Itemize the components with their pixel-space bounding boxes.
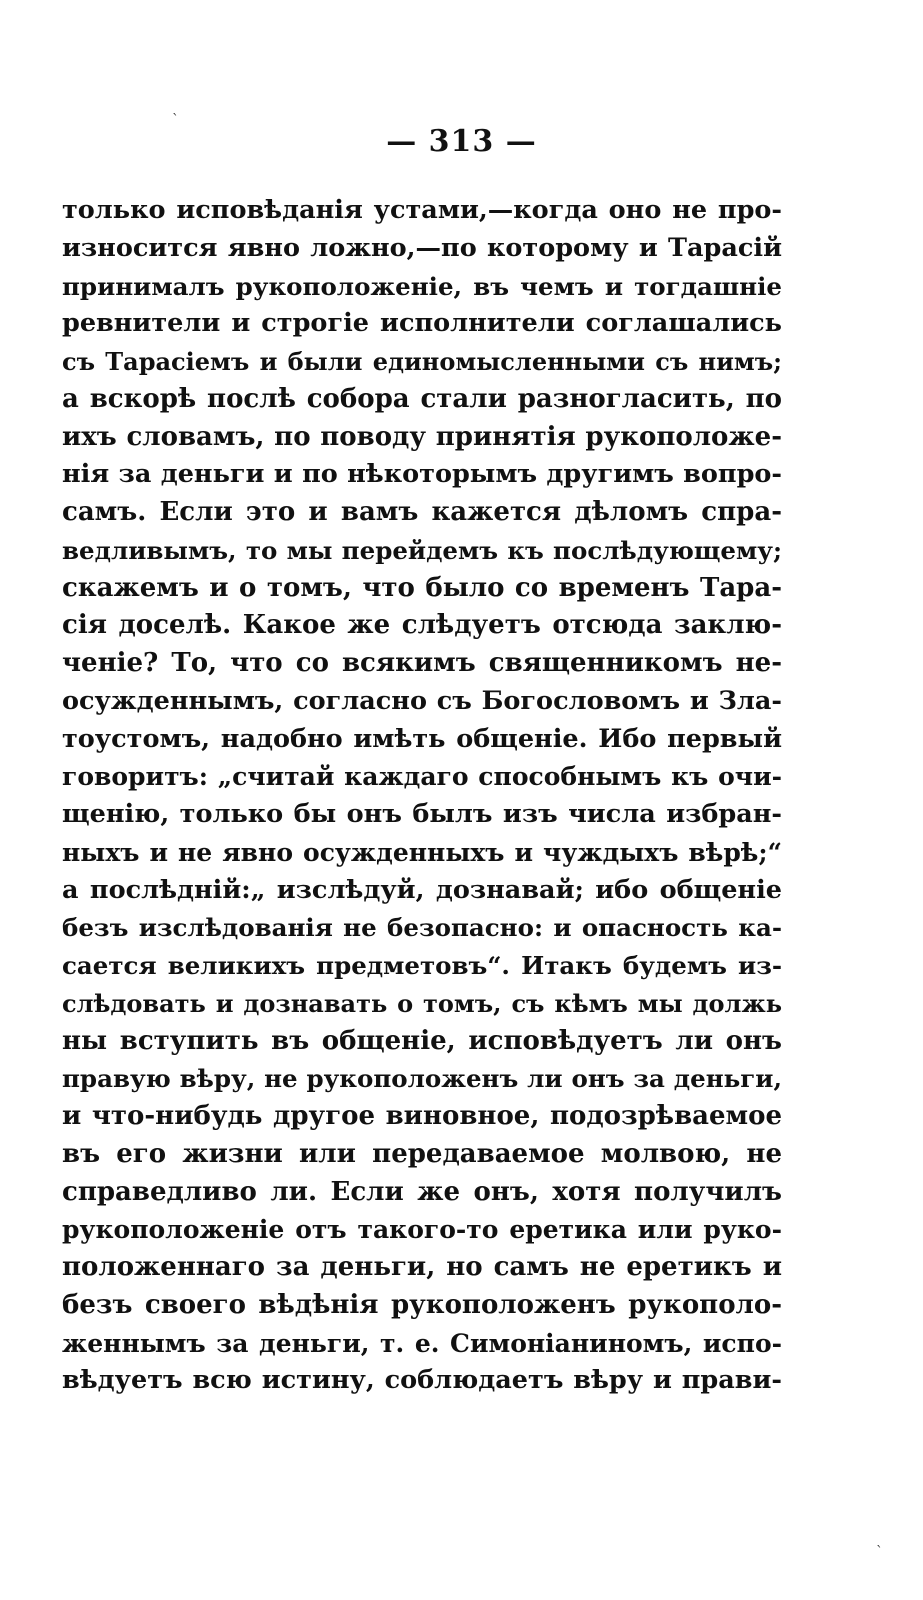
body-text xyxy=(62,192,782,1400)
text-line: слѣдовать и дознавать о томъ, съ кѣмъ мы должь xyxy=(62,988,782,1018)
text-line: положеннаго за деньги, но самъ не еретикъ и xyxy=(62,1252,782,1282)
text-line: вѣдуетъ всю истину, соблюдаетъ вѣру и прави- xyxy=(62,1365,782,1396)
text-line: самъ. Если это и вамъ кажется дѣломъ спра- xyxy=(62,497,782,527)
text-line: сія доселѣ. Какое же слѣдуетъ отсюда заклю- xyxy=(62,610,782,641)
text-line: ведливымъ, то мы перейдемъ къ послѣдующему; xyxy=(62,535,782,565)
text-line: и что-нибудь другое виновное, подозрѣваемое xyxy=(62,1101,782,1131)
text-line: осужденнымъ, согласно съ Богословомъ и Зла- xyxy=(62,685,782,716)
text-line: щенію, только бы онъ былъ изъ числа избран- xyxy=(62,799,782,829)
print-speck: ˋ xyxy=(876,1544,883,1560)
text-line: износится явно ложно,—по которому и Тарасій xyxy=(62,232,782,263)
text-line: правую вѣру, не рукоположенъ ли онъ за деньги, xyxy=(62,1064,782,1094)
text-line: тоустомъ, надобно имѣть общеніе. Ибо первый xyxy=(62,723,782,754)
text-line: ченіе? То, что со всякимъ священникомъ не- xyxy=(62,648,782,678)
text-line: ихъ словамъ, по поводу принятія рукоположе- xyxy=(62,421,782,452)
text-line: только исповѣданія устами,—когда оно не про- xyxy=(62,195,782,225)
text-line: справедливо ли. Если же онъ, хотя получилъ xyxy=(62,1176,782,1207)
text-line: въ его жизни или передаваемое молвою, не xyxy=(62,1138,782,1169)
text-line: скажемъ и о томъ, что было со временъ Тара- xyxy=(62,572,782,603)
text-line: безъ своего вѣдѣнія рукоположенъ рукополо- xyxy=(62,1289,782,1320)
page-number: — 313 — xyxy=(386,124,537,159)
text-line: ны вступить въ общеніе, исповѣдуетъ ли онъ xyxy=(62,1025,782,1056)
text-line: рукоположеніе отъ такого-то еретика или руко- xyxy=(62,1215,782,1245)
text-line: безъ изслѣдованія не безопасно: и опасность ка- xyxy=(62,913,782,943)
text-line: сается великихъ предметовъ“. Итакъ будемъ из- xyxy=(62,951,782,980)
text-line: нія за деньги и по нѣкоторымъ другимъ вопро- xyxy=(62,459,782,490)
print-speck: ˋ xyxy=(172,112,179,128)
text-line: женнымъ за деньги, т. е. Симоніаниномъ, испо- xyxy=(62,1328,782,1358)
text-line: говоритъ: „считай каждаго способнымъ къ очи- xyxy=(62,762,782,792)
text-line: ныхъ и не явно осужденныхъ и чуждыхъ вѣрѣ;“ xyxy=(62,837,782,867)
text-line: а вскорѣ послѣ собора стали разногласить, по xyxy=(62,383,782,414)
text-line: ревнители и строгіе исполнители соглашались xyxy=(62,308,782,339)
text-line: съ Тарасіемъ и были единомысленными съ нимъ; xyxy=(62,347,782,376)
text-line: а послѣдній:„ изслѣдуй, дознавай; ибо общеніе xyxy=(62,874,782,905)
text-line: принималъ рукоположеніе, въ чемъ и тогдашніе xyxy=(62,271,782,301)
